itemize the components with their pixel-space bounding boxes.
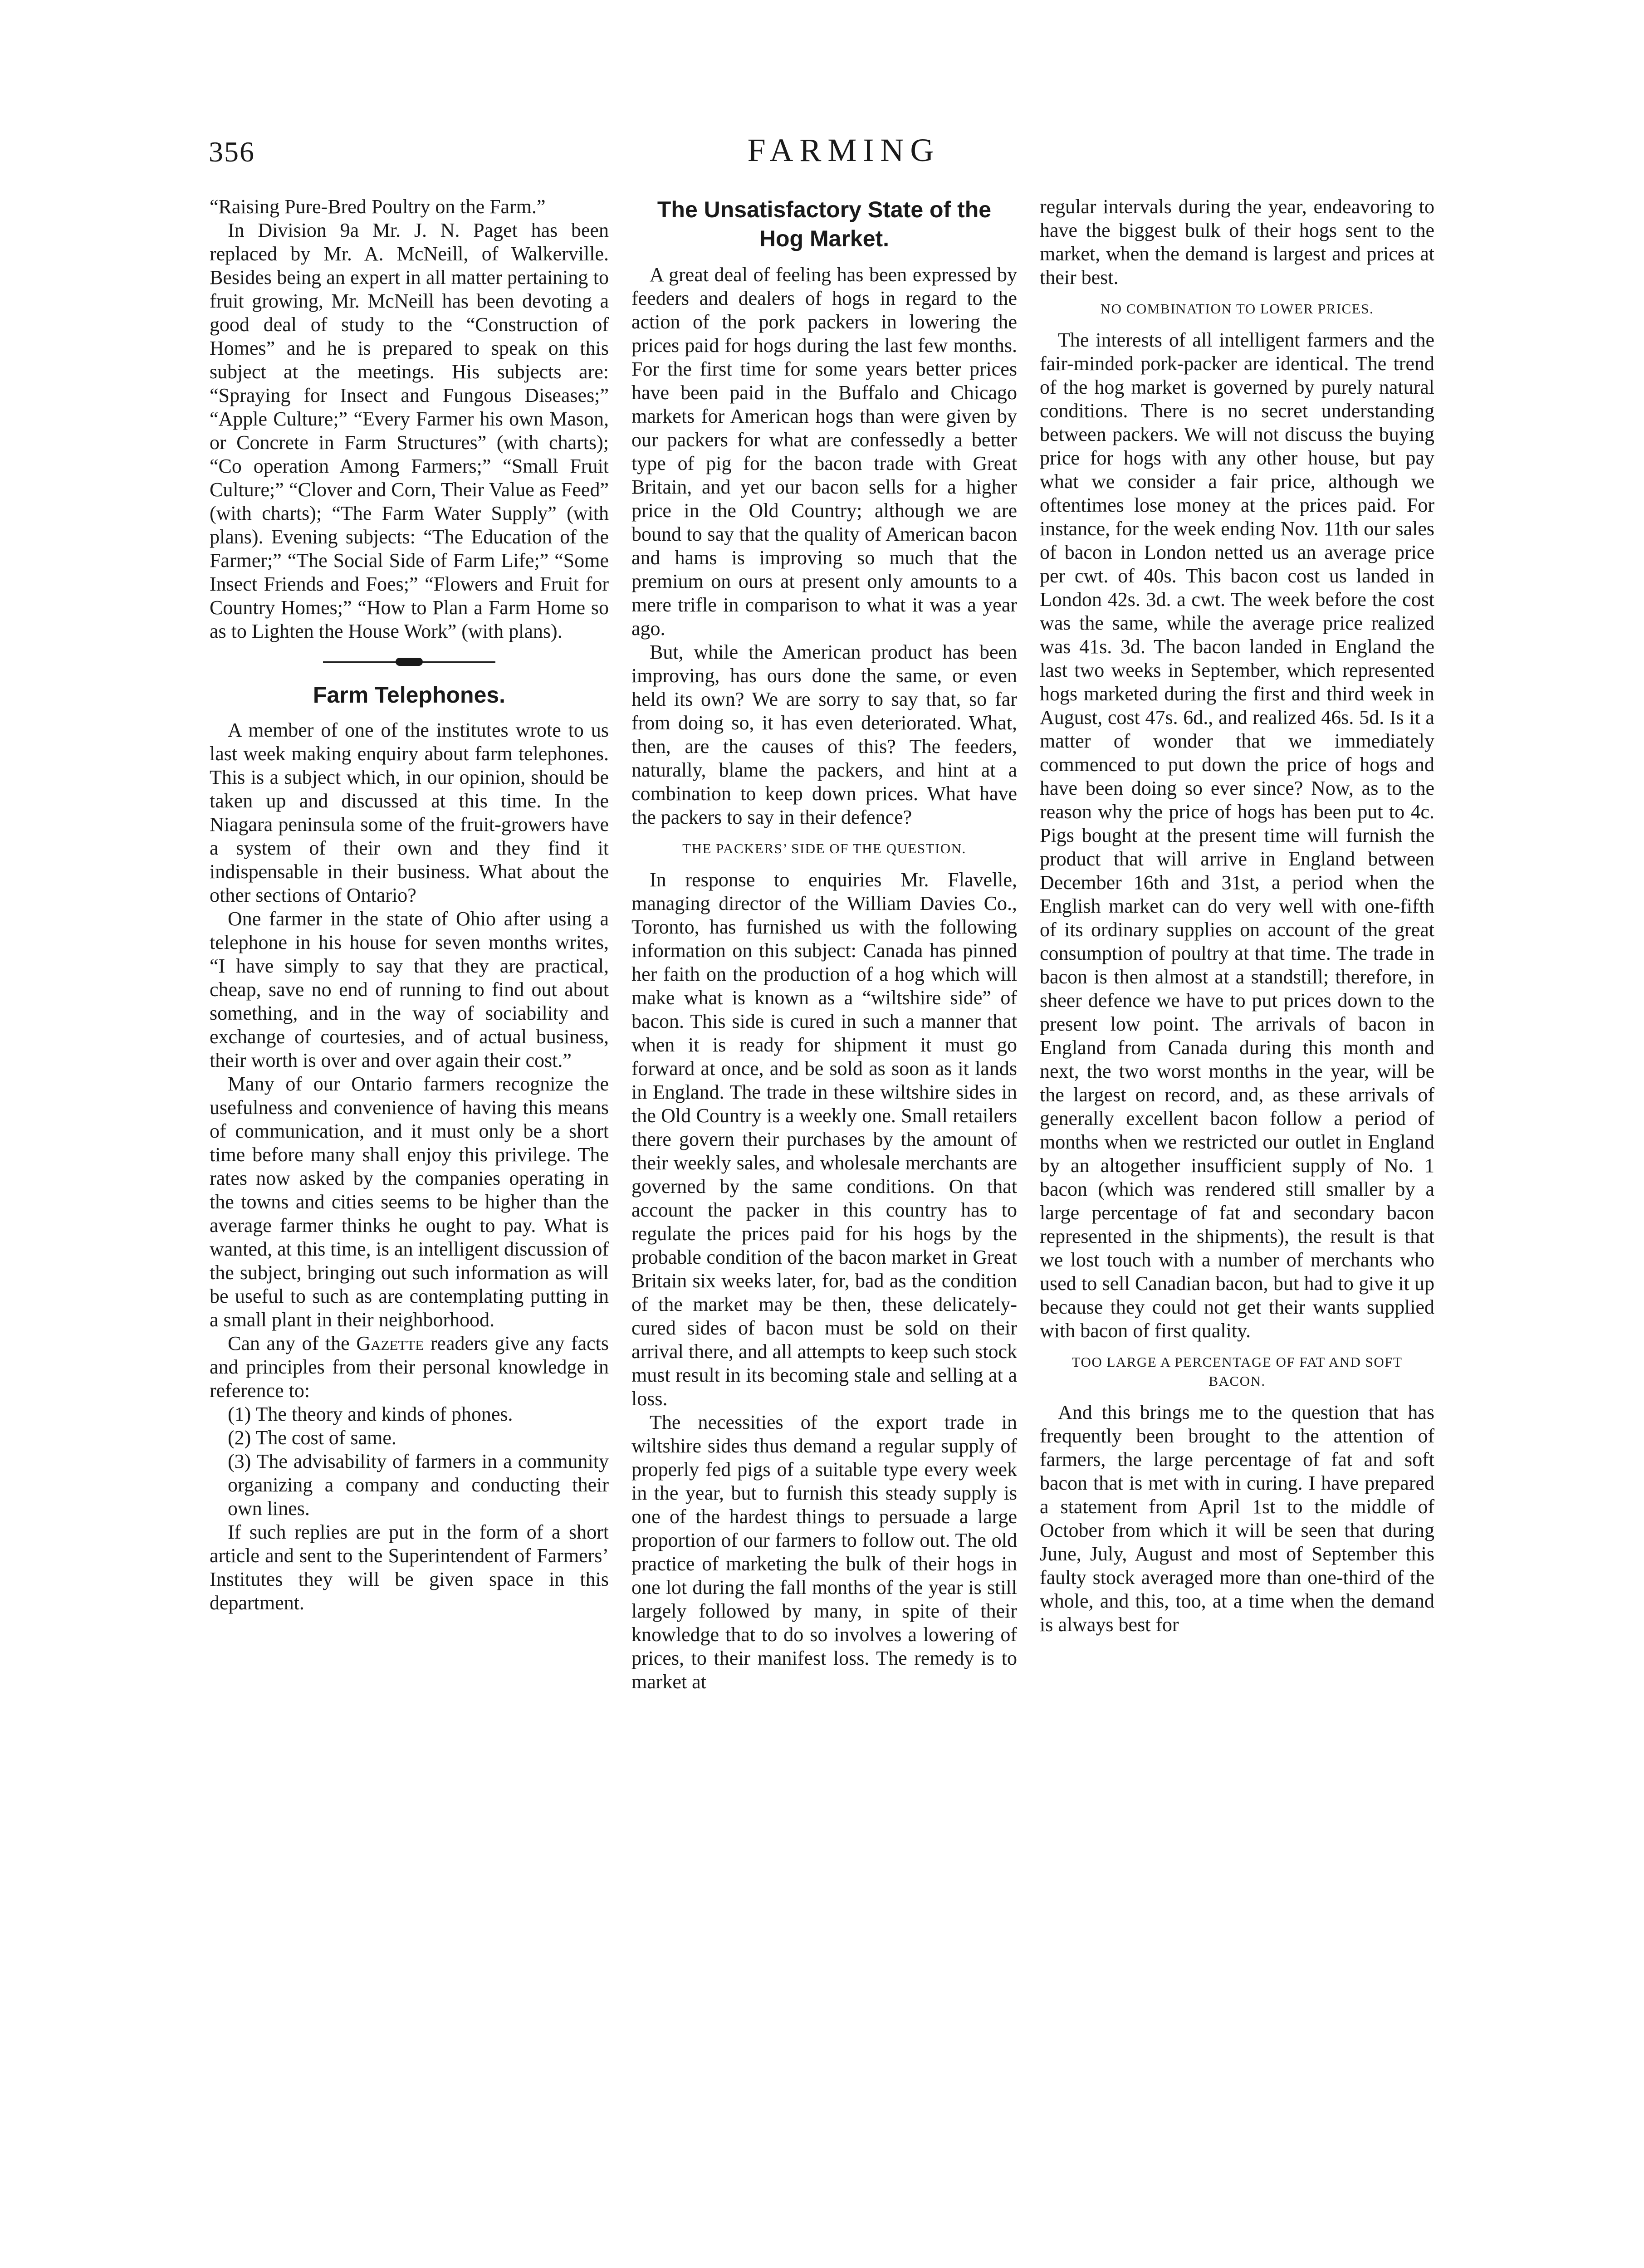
paragraph: And this brings me to the question that has frequently been brought to the attention of farmers, the large percentage of fat and soft bacon that is met with in curing. I have prepared a statement from April 1st to the middle of October from which it will be seen that during June, July, August and most of September this faulty stock averaged more than one-third of the whole, and this, too, at a time when the demand is always best for	[1040, 1401, 1434, 1636]
subheading-no-combination: NO COMBINATION TO LOWER PRICES.	[1100, 301, 1374, 317]
paragraph: If such replies are put in the form of a short article and sent to the Superintendent of Farmers’ Institutes they will be given space in this department.	[210, 1521, 609, 1614]
text-run: readers give any facts and principles from their personal knowledge in reference to:	[210, 1332, 609, 1402]
paragraph: A great deal of feeling has been expressed by feeders and dealers of hogs in regard to the action of the pork packers in lowering the prices paid for hogs during the last few months. For the first time for some years better prices have been paid in the Buffalo and Chicago markets for American hogs than were given by our packers for what are confessedly a better type of pig for the bacon trade with Great Britain, and yet our bacon sells for a higher price in the Old Country; although we are bound to say that the quality of American bacon and hams is improving so much that the premium on ours at present only amounts to a mere trifle in comparison to what it was a year ago.	[631, 264, 1017, 640]
paragraph: One farmer in the state of Ohio after using a telephone in his house for seven months writes, “I have simply to say that they are practical, cheap, save no end of running to find out about something, and in the way of sociability and exchange of courtesies, and of actual business, their worth is over and over again their cost.”	[210, 908, 609, 1071]
paragraph: But, while the American product has been improving, has ours done the same, or even held its own? We are sorry to say that, so far from doing so, it has even deteriorated. What, then, are the causes of this? The feeders, naturally, blame the packers, and hint at a combination to keep down prices. What have the packers to say in their defence?	[631, 641, 1017, 828]
running-head: FARMING	[747, 132, 940, 168]
divider-ornament-icon	[396, 658, 423, 666]
page-number: 356	[209, 136, 255, 168]
list-item: (3) The advisability of farmers in a community organizing a company and conducting their own lines.	[228, 1450, 609, 1520]
list-item: (2) The cost of same.	[228, 1427, 396, 1449]
section-divider	[323, 657, 495, 667]
column-middle	[631, 195, 1017, 1694]
paragraph: In response to enquiries Mr. Flavelle, managing director of the William Davies Co., Toronto, has furnished us with the following information on this subject: Canada has pinned her faith on the production of a hog which will make what is known as a “wiltshire side” of bacon. This side is cured in such a manner that when it is ready for shipment it must go forward at once, and be sold as soon as it lands in England. The trade in these wiltshire sides in the Old Country is a weekly one. Small retailers there govern their purchases by the amount of their weekly sales, and wholesale merchants are governed by the same conditions. On that account the packer in this country has to regulate the prices paid for his hogs by the probable condition of the bacon market in Great Britain six weeks later, for, bad as the condition of the market may be then, these delicately-cured sides of bacon must be sold on their arrival there, and all attempts to keep such stock must result in its becoming stale and selling at a loss.	[631, 869, 1017, 1410]
paragraph: The necessities of the export trade in wiltshire sides thus demand a regular supply of properly fed pigs of a suitable type every week in the year, but to furnish this steady supply is one of the hardest things to persuade a large proportion of our farmers to follow out. The old practice of marketing the bulk of their hogs in one lot during the fall months of the year is still largely followed by many, in spite of their knowledge that to do so involves a lowering of prices, to their manifest loss. The remedy is to market at	[631, 1411, 1017, 1693]
list-item: (1) The theory and kinds of phones.	[228, 1403, 513, 1425]
paragraph	[210, 1332, 609, 1403]
paragraph: regular intervals during the year, endeavoring to have the biggest bulk of their hogs sent to the market, when the demand is largest and prices at their best.	[1040, 196, 1434, 288]
article-heading-farm-telephones: Farm Telephones.	[313, 682, 506, 708]
text-run: Can any of the	[228, 1332, 350, 1354]
subheading-packers-side: THE PACKERS’ SIDE OF THE QUESTION.	[682, 841, 966, 856]
column-left	[210, 195, 609, 1615]
page-header	[209, 127, 1479, 177]
article-heading-hog-market: The Unsatisfactory State of the Hog Market.	[657, 197, 992, 251]
paragraph: In Division 9a Mr. J. N. Paget has been replaced by Mr. A. McNeill, of Walkerville. Besides being an expert in all matter pertaining to fruit growing, Mr. McNeill has been devoting a good deal of study to the “Construction of Homes” and he is prepared to speak on this subject at the meetings. His subjects are: “Spraying for Insect and Fungous Diseases;” “Apple Culture;” “Every Farmer his own Mason, or Concrete in Farm Structures” (with charts); “Co operation Among Farmers;” “Small Fruit Culture;” “Clover and Corn, Their Value as Feed” (with charts); “The Farm Water Supply” (with plans). Evening subjects: “The Education of the Farmer;” “The Social Side of Farm Life;” “Some Insect Friends and Foes;” “Flowers and Fruit for Country Homes;” “How to Plan a Farm Home so as to Lighten the House Work” (with plans).	[210, 219, 609, 642]
subheading-fat-soft-bacon: TOO LARGE A PERCENTAGE OF FAT AND SOFT BACON.	[1072, 1354, 1403, 1389]
paragraph: The interests of all intelligent farmers and the fair-minded pork-packer are identical. The trend of the hog market is governed by purely natural conditions. There is no secret understanding between packers. We will not discuss the buying price for hogs with any other house, but pay what we consider a fair price, although we oftentimes lose money at the prices paid. For instance, for the week ending Nov. 11th our sales of bacon in London netted us an average price per cwt. of 40s. This bacon cost us landed in London 42s. 3d. a cwt. The week before the cost was the same, while the average price realized was 41s. 3d. The bacon landed in England the last two weeks in September, which represented hogs marketed during the first and third week in August, cost 47s. 6d., and realized 46s. 5d. Is it a matter of wonder that we immediately commenced to put down the price of hogs and have been doing so ever since? Now, as to the reason why the price of hogs has been put to 4c. Pigs bought at the present time will furnish the product that will arrive in England between December 16th and 31st, a period when the English market can do very well with one-fifth of its ordinary supplies on account of the great consumption of poultry at that time. The trade in bacon is then almost at a standstill; therefore, in sheer defence we have to put prices down to the present low point. The arrivals of bacon in England from Canada during this month and next, the two worst months in the year, will be the largest on record, and, as these arrivals of generally excellent bacon follow a period of months when we restricted our outlet in England by an altogether insufficient supply of No. 1 bacon (which was rendered still smaller by a large percentage of fat and secondary bacon represented in the shipments), the result is that we lost touch with a number of merchants who used to sell Canadian bacon, but had to give it up because they could not get their wants supplied with bacon of first quality.	[1040, 329, 1434, 1342]
paragraph: Many of our Ontario farmers recognize the usefulness and convenience of having this means of communication, and it must only be a short time before many shall enjoy this privilege. The rates now asked by the companies operating in the towns and cities seems to be higher than the average farmer thinks he ought to pay. What is wanted, at this time, is an intelligent discussion of the subject, bringing out such information as will be useful to such as are contemplating putting in a small plant in their neighborhood.	[210, 1073, 609, 1331]
column-right	[1040, 195, 1434, 1637]
paragraph: “Raising Pure-Bred Poultry on the Farm.”	[210, 196, 546, 218]
gazette-name: Gazette	[356, 1332, 424, 1354]
paragraph: A member of one of the institutes wrote to us last week making enquiry about farm telephones. This is a subject which, in our opinion, should be taken up and discussed at this time. In the Niagara peninsula some of the fruit-growers have a system of their own and they find it indispensable in their business. What about the other sections of Ontario?	[210, 719, 609, 906]
